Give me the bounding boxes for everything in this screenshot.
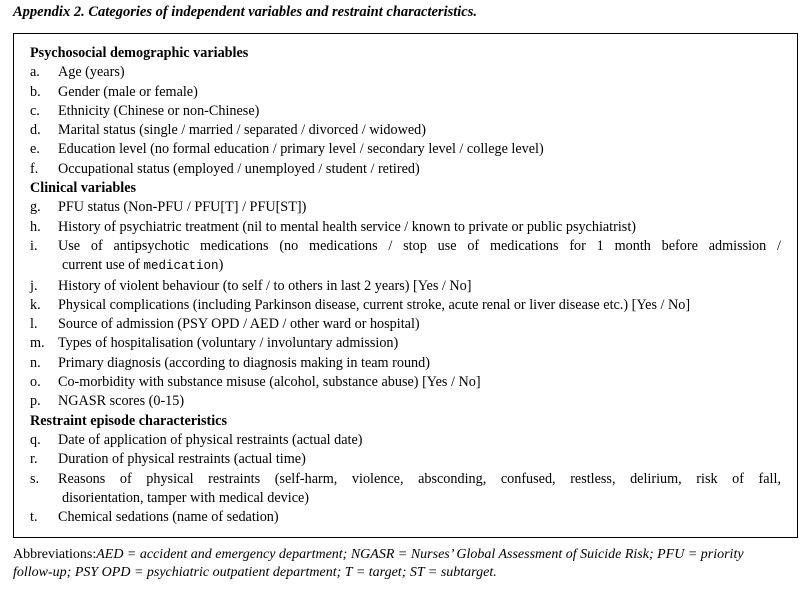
item-letter: m. <box>30 335 45 352</box>
section-heading-restraint: Restraint episode characteristics <box>30 412 227 429</box>
item-text: Reasons of physical restraints (self-harm, violence, absconding, confused, restless, delirium, risk of fall, <box>58 470 781 487</box>
list-item <box>30 160 781 179</box>
abbreviations-lead: Abbreviations: <box>13 547 97 562</box>
item-letter: l. <box>30 316 38 333</box>
item-letter: c. <box>30 102 40 119</box>
section-heading-psychosocial: Psychosocial demographic variables <box>30 45 249 61</box>
list-item <box>30 450 781 469</box>
item-text: Chemical sedations (name of sedation) <box>58 509 279 526</box>
list-item <box>30 470 781 489</box>
item-letter: h. <box>30 218 41 235</box>
list-item-continuation <box>30 256 781 276</box>
item-letter: t. <box>30 509 38 526</box>
item-letter: p. <box>30 393 41 410</box>
item-text: Co-morbidity with substance misuse (alcohol, substance abuse) [Yes / No] <box>58 374 481 391</box>
item-letter: r. <box>30 451 38 468</box>
item-text: Use of antipsychotic medications (no medications / stop use of medications for 1 month before admission / <box>58 237 781 254</box>
list-item-continuation <box>30 489 781 508</box>
item-letter: i. <box>30 237 38 254</box>
list-item <box>30 237 781 256</box>
item-letter: e. <box>30 141 40 158</box>
list-item <box>30 373 781 392</box>
item-text: Types of hospitalisation (voluntary / involuntary admission) <box>58 335 399 352</box>
continuation-mono-text: medication <box>143 259 219 274</box>
item-text: Education level (no formal education / primary level / secondary level / college level) <box>58 141 544 158</box>
continuation-text: disorientation, tamper with medical device) <box>62 489 310 506</box>
list-item <box>30 508 781 527</box>
abbreviations-note <box>13 546 783 582</box>
item-letter: d. <box>30 122 41 139</box>
item-letter: j. <box>30 277 38 294</box>
item-letter: k. <box>30 296 41 313</box>
list-item <box>30 315 781 334</box>
list-item <box>30 334 781 353</box>
list-item <box>30 277 781 296</box>
item-text: Date of application of physical restraints (actual date) <box>58 431 363 448</box>
list-item <box>30 296 781 315</box>
list-item <box>30 218 781 237</box>
variables-table-box <box>13 33 798 538</box>
list-item <box>30 140 781 159</box>
item-letter: a. <box>30 64 40 81</box>
item-text: Source of admission (PSY OPD / AED / other ward or hospital) <box>58 316 420 333</box>
item-text: Physical complications (including Parkinson disease, current stroke, acute renal or liver disease etc.) [Yes / No] <box>58 296 691 313</box>
item-text: History of psychiatric treatment (nil to mental health service / known to private or public psychiatrist) <box>58 218 636 235</box>
item-letter: f. <box>30 160 39 177</box>
abbreviations-definitions: AED = accident and emergency department; NGASR = Nurses’ Global Assessment of Suicide Risk; PFU = priority follow-up; PSY OPD = psychiatric outpatient department; T = target; ST = subtarget. <box>13 547 744 580</box>
list-item <box>30 392 781 411</box>
item-letter: o. <box>30 374 41 391</box>
item-letter: s. <box>30 470 40 487</box>
appendix-caption: Appendix 2. Categories of independent variables and restraint characteristics. <box>13 4 478 20</box>
section-heading-clinical: Clinical variables <box>30 180 137 197</box>
list-item <box>30 431 781 450</box>
list-item <box>30 63 781 82</box>
item-letter: n. <box>30 354 41 371</box>
item-text: Ethnicity (Chinese or non-Chinese) <box>58 102 260 119</box>
continuation-text: current use of <box>62 257 144 274</box>
item-text: Gender (male or female) <box>58 83 198 100</box>
item-letter: b. <box>30 83 41 100</box>
item-text: Age (years) <box>58 64 125 81</box>
item-text: Occupational status (employed / unemployed / student / retired) <box>58 160 420 177</box>
continuation-end: ) <box>218 257 224 274</box>
list-item <box>30 354 781 373</box>
item-text: History of violent behaviour (to self / to others in last 2 years) [Yes / No] <box>58 277 472 294</box>
item-text: Primary diagnosis (according to diagnosis making in team round) <box>58 354 430 371</box>
item-text: Duration of physical restraints (actual time) <box>58 451 306 468</box>
list-item <box>30 198 781 217</box>
item-text: NGASR scores (0-15) <box>58 393 185 410</box>
list-item <box>30 83 781 102</box>
item-letter: q. <box>30 431 41 448</box>
list-item <box>30 121 781 140</box>
item-text: Marital status (single / married / separated / divorced / widowed) <box>58 122 426 139</box>
item-text: PFU status (Non-PFU / PFU[T] / PFU[ST]) <box>58 199 307 216</box>
item-letter: g. <box>30 199 41 216</box>
list-item <box>30 102 781 121</box>
variables-list <box>30 44 781 527</box>
